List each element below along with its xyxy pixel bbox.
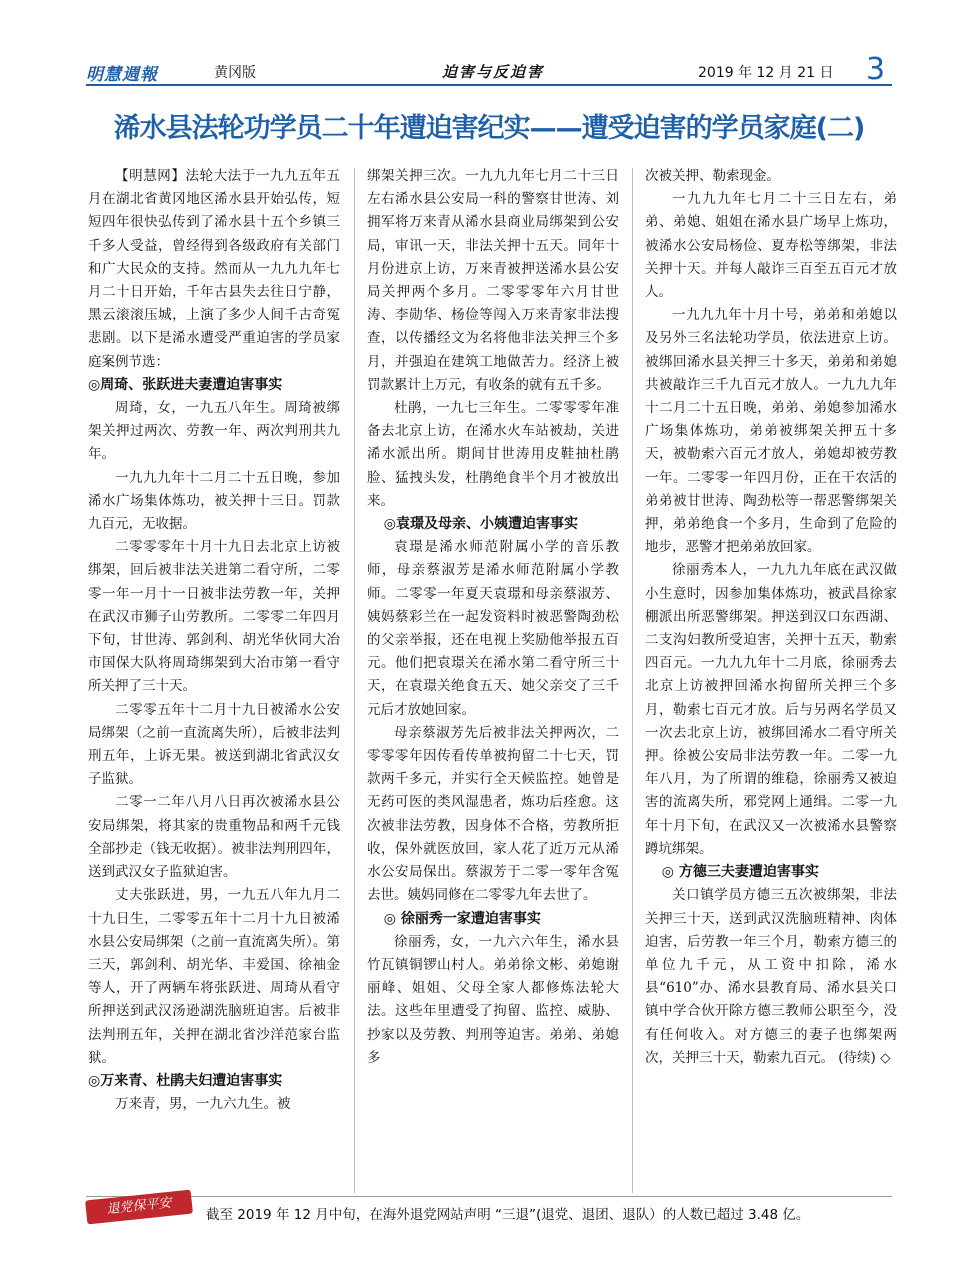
section-heading: ◎ 徐丽秀一家遭迫害事实 — [383, 910, 541, 927]
footer-badge: 退党保平安 — [85, 1190, 193, 1225]
paragraph: 徐丽秀，女，一九六六年生，浠水县竹瓦镇铜锣山村人。弟弟徐文彬、弟媳谢丽峰、姐姐、父母全家人都修炼法轮大法。这些年里遭受了拘留、监控、威胁、抄家以及劳教、判刑等迫害。弟弟、弟媳多 — [367, 933, 619, 1066]
section-heading: ◎袁璟及母亲、小姨遭迫害事实 — [383, 516, 579, 533]
paragraph: 二零一二年八月八日再次被浠水县公安局绑架，将其家的贵重物品和两千元钱全部抄走（钱无收据）。被非法判刑四年，送到武汉女子监狱迫害。 — [88, 794, 340, 881]
paragraph: 周琦，女，一九五八年生。周琦被绑架关押过两次、劳教一年、两次判刑共九年。 — [88, 400, 340, 463]
header-divider — [86, 84, 892, 86]
paragraph: 杜鹃，一九七三年生。二零零零年准备去北京上访，在浠水火车站被劫，关进浠水派出所。期间甘世涛用皮鞋抽杜鹃脸、猛拽头发，杜鹃绝食半个月才被放出来。 — [367, 400, 619, 509]
paragraph: 母亲蔡淑芳先后被非法关押两次，二零零零年因传看传单被拘留二十七天，罚款两千多元，并实行全天候监控。她曾是无药可医的类风湿患者，炼功后痊愈。这次被非法劳教，因身体不合格，劳教所拒收，保外就医放回，家人花了近万元从浠水公安局保出。蔡淑芳于二零一零年含冤去世。姨妈同修在二零零九年去世了。 — [367, 724, 619, 904]
article-column-2 — [367, 165, 619, 1070]
paragraph: 一九九九年七月二十三日左右，弟弟、弟媳、姐姐在浠水县广场早上炼功，被浠水公安局杨俭、夏寿松等绑架，非法关押十天。并每人敲诈三百至五百元才放人。 — [645, 191, 897, 301]
paragraph: 二零零五年十二月十九日被浠水公安局绑架（之前一直流离失所），后被非法判刑五年，上诉无果。被送到湖北省武汉女子监狱。 — [88, 701, 340, 788]
paragraph: 袁璟是浠水师范附属小学的音乐教师，母亲蔡淑芳是浠水师范附属小学教师。二零零一年夏天袁璟和母亲蔡淑芳、姨妈蔡彩兰在一起发资料时被恶警陶劲松的父亲举报，还在电视上奖励他举报五百元。他们把袁璟关在浠水第二看守所三十天，在袁璟关绝食五天、她父亲交了三千元后才放她回家。 — [367, 539, 619, 718]
paragraph: 二零零零年十月十九日去北京上访被绑架，回后被非法关进第二看守所，二零零一年一月十一日被非法劳教一年，关押在武汉市狮子山劳教所。二零零二年四月下旬，甘世涛、郭剑利、胡光华伙同大冶市国保大队将周琦绑架到大冶市第一看守所关押了三十天。 — [88, 539, 340, 695]
paragraph: 丈夫张跃进，男，一九五八年九月二十九日生，二零零五年十二月十九日被浠水县公安局绑架（之前一直流离失所）。第三天，郭剑利、胡光华、丰爱国、徐袖金等人，开了两辆车将张跃进、周琦从看守所押送到武汉汤逊湖洗脑班迫害。后被非法判刑五年，关押在湖北省沙洋范家台监狱。 — [88, 887, 340, 1066]
intro-paragraph: 【明慧网】法轮大法于一九九五年五月在湖北省黄冈地区浠水县开始弘传，短短四年很快弘传到了浠水县十五个乡镇三千多人受益，曾经得到各级政府有关部门和广大民众的支持。然而从一九九九年七月二十日开始，千年古县失去往日宁静，黑云滚滚压城，上演了多少人间千古奇冤悲剧。以下是浠水遭受严重迫害的学员家庭案例节选： — [88, 168, 340, 370]
page-number: 3 — [866, 52, 886, 87]
page-header — [86, 52, 892, 87]
paragraph: 徐丽秀本人，一九九九年底在武汉做小生意时，因参加集体炼功，被武昌徐家棚派出所恶警绑架。押送到汉口东西湖、二支沟妇教所受迫害，关押十五天，勒索四百元。一九九九年十二月底，徐丽秀去北京上访被押回浠水拘留所关押三个多月，勒索七百元才放。后与另两名学员又一次去北京上访，被绑回浠水二看守所关押。徐被公安局非法劳教一年。二零一九年八月，为了所谓的维稳，徐丽秀又被迫害的流离失所，邪党网上通缉。二零一九年十月下旬，在武汉又一次被浠水县警察蹲坑绑架。 — [645, 562, 897, 857]
paragraph: 万来青，男，一九六九生。被 — [115, 1096, 291, 1113]
newspaper-name: 明慧週報 — [86, 65, 158, 85]
paragraph: 绑架关押三次。一九九九年七月二十三日左右浠水县公安局一科的警察甘世涛、刘拥军将万来青从浠水县商业局绑架到公安局，审讯一天，非法关押十五天。同年十月份进京上访，万来青被押送浠水县公安局关押两个多月。二零零零年六月甘世涛、李勋华、杨俭等闯入万来青家非法搜查，以传播经文为名将他非法关押三个多月，并强迫在建筑工地做苦力。经济上被罚款累计上万元，有收条的就有五千多。 — [367, 168, 619, 393]
column-divider — [632, 168, 633, 1193]
paragraph: 一九九九年十月十号，弟弟和弟媳以及另外三名法轮功学员，依法进京上访。被绑回浠水县关押三十多天，弟弟和弟媳共被敲诈三千九百元才放人。一九九九年十二月二十五日晚，弟弟、弟媳参加浠水广场集体炼功，弟弟被绑架关押五十多天，被勒索六百元才放人，弟媳却被劳教一年。二零零一年四月份，正在干农活的弟弟被甘世涛、陶劲松等一帮恶警绑架关押，弟弟绝食一个多月，生命到了危险的地步，恶警才把弟弟放回家。 — [645, 307, 897, 556]
section-heading: ◎万来青、杜鹃夫妇遭迫害事实 — [88, 1072, 283, 1089]
article-column-1 — [88, 165, 340, 1116]
paragraph: 关口镇学员方德三五次被绑架，非法关押三十天，送到武汉洗脑班精神、肉体迫害，后劳教一年三个月，勒索方德三的单位九千元，从工资中扣除，浠水县“610”办、浠水县教育局、浠水县关口镇中学合伙开除方德三教师公职至今，没有任何收入。对方德三的妻子也绑架两次，关押三十天，勒索九百元。 (待续) ◇ — [645, 887, 897, 1066]
footer-divider — [86, 1196, 892, 1197]
section-heading: ◎ 方德三夫妻遭迫害事实 — [661, 864, 819, 881]
column-divider — [354, 168, 355, 1193]
article-column-3 — [645, 165, 897, 1070]
footer-notice: 截至 2019 年 12 月中旬，在海外退党网站声明 “三退”(退党、退团、退队）的人数已超过 3.48 亿。 — [206, 1207, 810, 1223]
edition-label: 黄冈版 — [214, 65, 256, 81]
section-title: 迫害与反迫害 — [442, 63, 545, 81]
issue-date: 2019 年 12 月 21 日 — [698, 65, 834, 81]
paragraph: 一九九九年十二月二十五日晚，参加浠水广场集体炼功，被关押十三日。罚款九百元，无收据。 — [88, 469, 340, 533]
section-heading: ◎周琦、张跃进夫妻遭迫害事实 — [88, 376, 283, 393]
article-title: 浠水县法轮功学员二十年遭迫害纪实——遭受迫害的学员家庭(二) — [113, 113, 865, 144]
paragraph: 次被关押、勒索现金。 — [645, 168, 780, 184]
